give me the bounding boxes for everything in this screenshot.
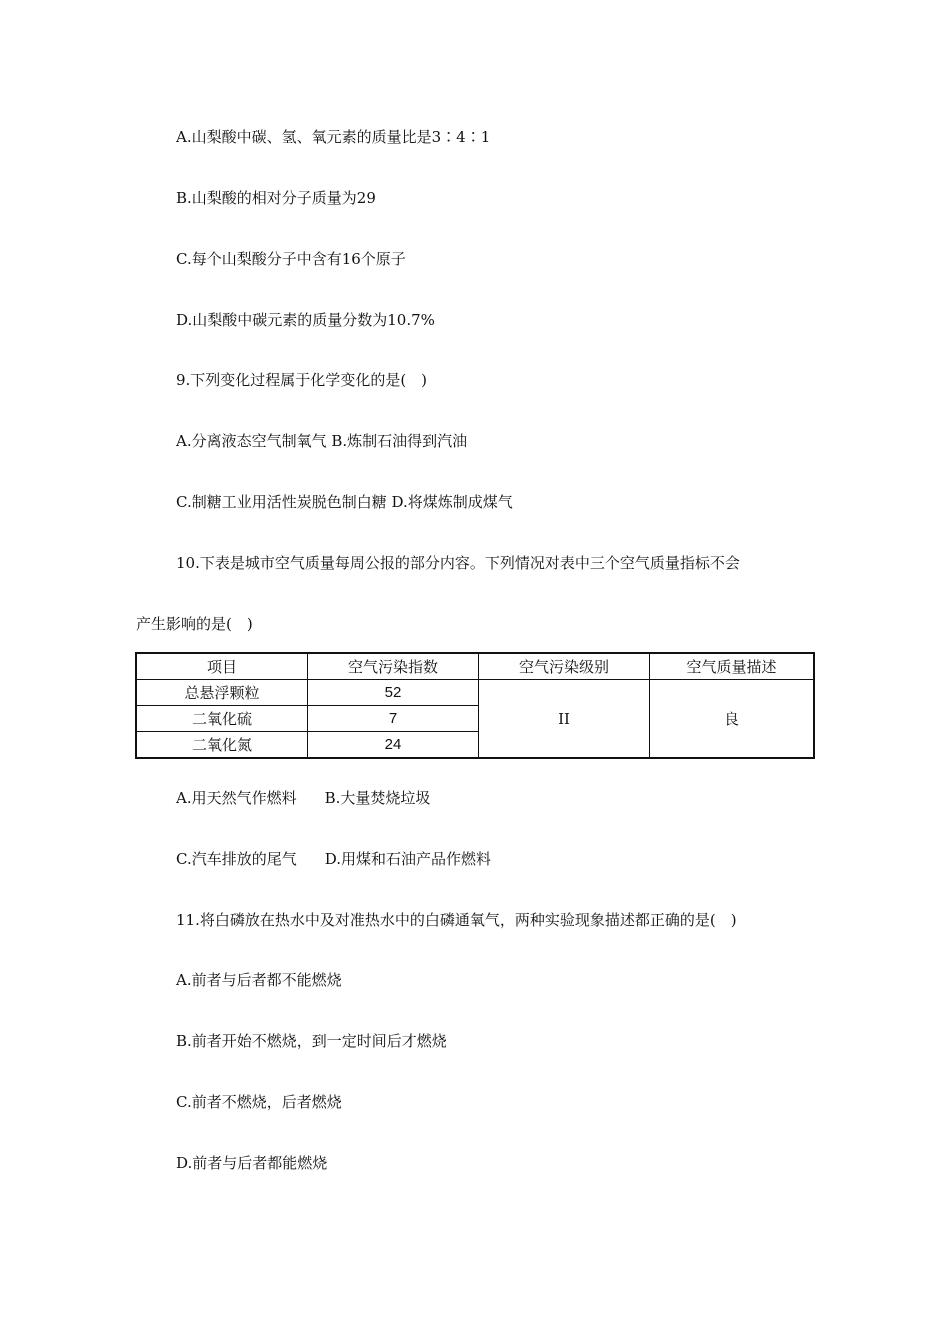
quality-description: 良 bbox=[650, 680, 815, 759]
row-item: 总悬浮颗粒 bbox=[136, 680, 308, 706]
q11-option-c: C.前者不燃烧，后者燃烧 bbox=[176, 1093, 342, 1111]
header-item: 项目 bbox=[136, 653, 308, 680]
q10-stem-line2: 产生影响的是( ) bbox=[136, 615, 253, 633]
q10-options-ab bbox=[176, 788, 430, 808]
q10-options-cd bbox=[176, 849, 491, 869]
table-header-row bbox=[136, 653, 814, 680]
row-index: 7 bbox=[308, 706, 479, 732]
header-level: 空气污染级别 bbox=[479, 653, 650, 680]
q10-option-a: A.用天然气作燃料 bbox=[176, 789, 297, 807]
header-description: 空气质量描述 bbox=[650, 653, 815, 680]
row-item: 二氧化氮 bbox=[136, 732, 308, 759]
q11-option-a: A.前者与后者都不能燃烧 bbox=[176, 971, 342, 989]
row-index: 24 bbox=[308, 732, 479, 759]
pollution-level: II bbox=[479, 680, 650, 759]
q9-options-ab: A.分离液态空气制氧气 B.炼制石油得到汽油 bbox=[176, 432, 468, 450]
q9-stem: 9.下列变化过程属于化学变化的是( ) bbox=[176, 371, 428, 389]
q11-stem: 11.将白磷放在热水中及对准热水中的白磷通氧气，两种实验现象描述都正确的是( ) bbox=[176, 911, 737, 929]
q10-option-c: C.汽车排放的尾气 bbox=[176, 850, 297, 868]
q11-option-d: D.前者与后者都能燃烧 bbox=[176, 1154, 328, 1172]
table-row bbox=[136, 680, 814, 706]
q11-option-b: B.前者开始不燃烧，到一定时间后才燃烧 bbox=[176, 1032, 447, 1050]
row-item: 二氧化硫 bbox=[136, 706, 308, 732]
row-index: 52 bbox=[308, 680, 479, 706]
air-quality-table bbox=[135, 652, 815, 759]
q10-stem-line1: 10.下表是城市空气质量每周公报的部分内容。下列情况对表中三个空气质量指标不会 bbox=[176, 554, 740, 572]
q9-options-cd: C.制糖工业用活性炭脱色制白糖 D.将煤炼制成煤气 bbox=[176, 493, 513, 511]
q10-option-d: D.用煤和石油产品作燃料 bbox=[324, 850, 491, 868]
q8-option-b: B.山梨酸的相对分子质量为29 bbox=[176, 189, 376, 207]
q8-option-a: A.山梨酸中碳、氢、氧元素的质量比是3∶4∶1 bbox=[176, 128, 491, 146]
q8-option-d: D.山梨酸中碳元素的质量分数为10.7% bbox=[176, 311, 435, 329]
q10-option-b: B.大量焚烧垃圾 bbox=[324, 789, 431, 807]
header-index: 空气污染指数 bbox=[308, 653, 479, 680]
q8-option-c: C.每个山梨酸分子中含有16个原子 bbox=[176, 250, 406, 268]
